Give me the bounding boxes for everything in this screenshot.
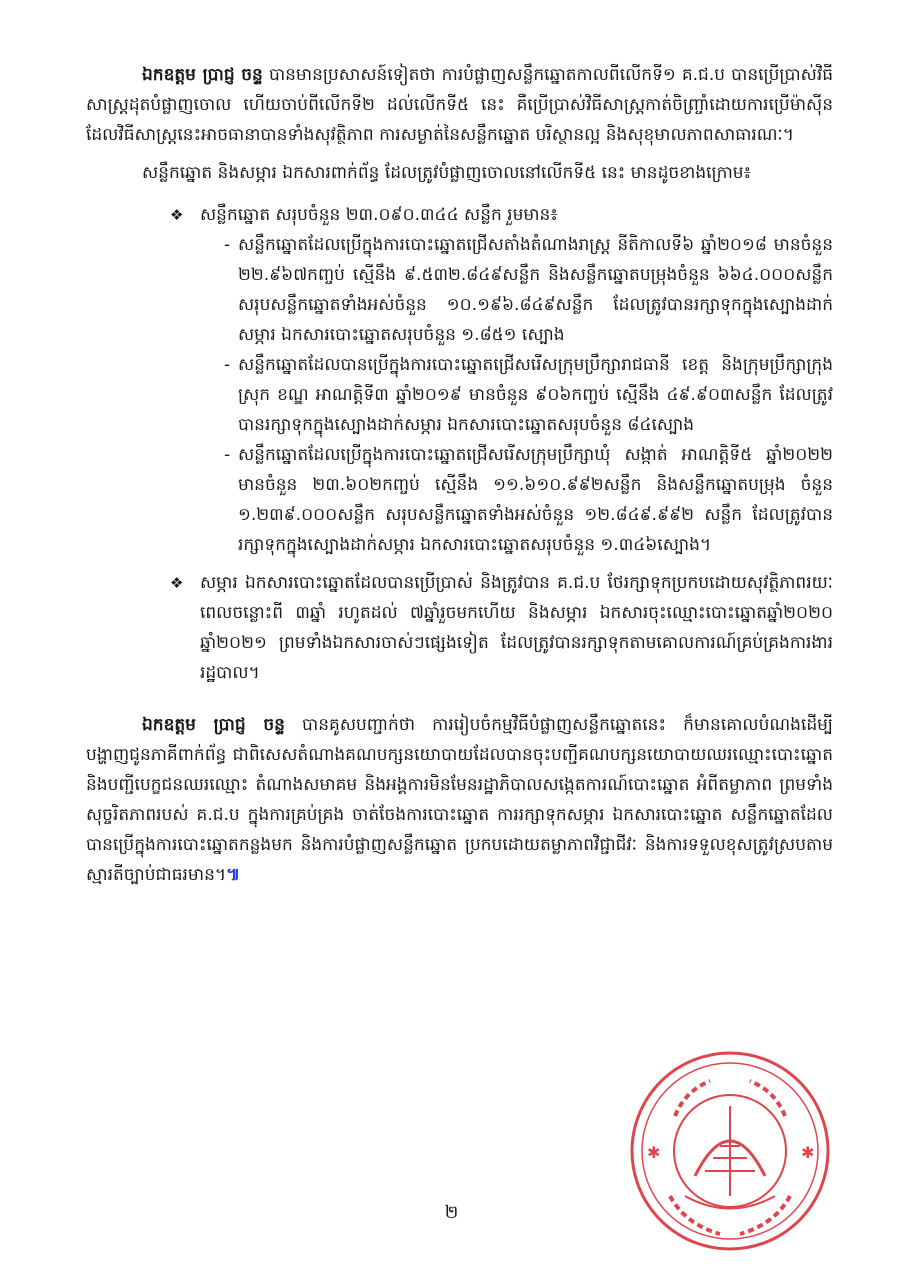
closing-paragraph: [86, 710, 833, 890]
diamond-bullet-icon: ❖: [170, 206, 184, 224]
list-item: [224, 350, 833, 440]
sub-item-text: សន្លឹកឆ្នោតដែលបានប្រើក្នុងការបោះឆ្នោតជ្រើសរើសក្រុមប្រឹក្សារាជធានី ខេត្ត និងក្រុមប្រឹក្សាក្រុង ស្រុក ខណ្ឌ អាណត្តិទី៣ ឆ្នាំ២០១៩ មានចំនួន ៩០៦កញ្ចប់ ស្មើនឹង ៤៩.៩០៣សន្លឹក ដែលត្រូវបានរក្សាទុកក្នុងស្បោងដាក់សម្ភារ ឯកសារបោះឆ្នោតសរុបចំនួន ៨៤ស្បោង: [238, 355, 833, 435]
official-seal-icon: [625, 1046, 835, 1256]
intro-honorific: ឯកឧត្តម ប្រាជ្ញ ចន្ទ: [142, 65, 263, 85]
svg-text:✱: ✱: [801, 1143, 815, 1162]
dash-marker: -: [224, 235, 231, 255]
dash-marker: -: [224, 355, 231, 375]
dash-marker: -: [224, 445, 231, 465]
list-item: [224, 230, 833, 350]
bullet-text: សន្លឹកឆ្នោត សរុបចំនួន ២៣.០៩០.៣៤៤ សន្លឹក រួមមាន៖: [200, 205, 558, 225]
sub-list: [224, 230, 833, 560]
closing-text: បានគូសបញ្ជាក់ថា ការរៀបចំកម្មវិធីបំផ្លាញសន្លឹកឆ្នោតនេះ ក៏មានគោលបំណងដើម្បីបង្ហាញជូនភាគីពាក់ព័ន្ធ ជាពិសេសតំណាងគណបក្សនយោបាយដែលបានចុះបញ្ជីគណបក្សនយោបាយឈរឈ្មោះបោះឆ្នោត និងបញ្ជីបេក្ខជនឈរឈ្មោះ តំណាងសមាគម និងអង្គការមិនមែនរដ្ឋាភិបាលសង្កេតការណ៍បោះឆ្នោត អំពីតម្លាភាព ព្រមទាំងសុច្ចរិតភាពរបស់ គ.ជ.ប ក្នុងការគ្រប់គ្រង ចាត់ចែងការបោះឆ្នោត ការរក្សាទុកសម្ភារ ឯកសារបោះឆ្នោត សន្លឹកឆ្នោតដែលបានប្រើក្នុងការបោះឆ្នោតកន្លងមក និងការបំផ្លាញសន្លឹកឆ្នោត ប្រកបដោយតម្លាភាពវិជ្ជាជីវៈ និងការទទួលខុសត្រូវស្របតាមស្មារតីច្បាប់ជាធរមាន។: [86, 715, 833, 885]
end-mark: ៕: [226, 865, 241, 885]
sub-item-text: សន្លឹកឆ្នោតដែលប្រើក្នុងការបោះឆ្នោតជ្រើសរើសក្រុមប្រឹក្សាឃុំ សង្កាត់ អាណត្តិទី៥ ឆ្នាំ២០២២ មានចំនួន ២៣.៦០២កញ្ចប់ ស្មើនឹង ១១.៦១០.៩៩២សន្លឹក និងសន្លឹកឆ្នោតបម្រុង ចំនួន ១.២៣៩.០០០សន្លឹក សរុបសន្លឹកឆ្នោតទាំងអស់ចំនួន ១២.៨៤៩.៩៩២ សន្លឹក ដែលត្រូវបានរក្សាទុកក្នុងស្បោងដាក់សម្ភារ ឯកសារបោះឆ្នោតសរុបចំនួន ១.៣៤៦ស្បោង។: [238, 445, 833, 555]
sub-item-text: សន្លឹកឆ្នោតដែលប្រើក្នុងការបោះឆ្នោតជ្រើសតាំងតំណាងរាស្ត្រ នីតិកាលទី៦ ឆ្នាំ២០១៨ មានចំនួន ២២.៩៦៧កញ្ចប់ ស្មើនឹង ៩.៥៣២.៨៤៩សន្លឹក និងសន្លឹកឆ្នោតបម្រុងចំនួន ៦៦៤.០០០សន្លឹក សរុបសន្លឹកឆ្នោតទាំងអស់ចំនួន ១០.១៩៦.៨៤៩សន្លឹក ដែលត្រូវបានរក្សាទុកក្នុងស្បោងដាក់សម្ភារ ឯកសារបោះឆ្នោតសរុបចំនួន ១.៨៥១ ស្បោង: [238, 235, 833, 345]
list-item: [224, 440, 833, 560]
diamond-bullet-icon: ❖: [170, 574, 184, 592]
svg-text:✱: ✱: [647, 1143, 661, 1162]
page-number: ២: [444, 1202, 459, 1223]
list-item: [170, 200, 833, 560]
intro-text: បានមានប្រសាសន៍ទៀតថា ការបំផ្លាញសន្លឹកឆ្នោតកាលពីលើកទី១ គ.ជ.ប បានប្រើប្រាស់វិធីសាស្ត្រដុតបំផ្លាញចោល ហើយចាប់ពីលើកទី២ ដល់លើកទី៥ នេះ គឺប្រើប្រាស់វិធីសាស្ត្រកាត់ចិញ្ច្រាំដោយការប្រើម៉ាស៊ីន ដែលវិធីសាស្ត្រនេះអាចធានាបានទាំងសុវត្ថិភាព ការសម្ងាត់នៃសន្លឹកឆ្នោត បរិស្ថានល្អ និងសុខុមាលភាពសាធារណៈ។: [86, 65, 834, 145]
intro-paragraph: [86, 60, 833, 150]
bullet-list: [170, 200, 833, 688]
list-intro-paragraph: សន្លឹកឆ្នោត និងសម្ភារ ឯកសារពាក់ព័ន្ធ ដែលត្រូវបំផ្លាញចោលនៅលើកទី៥ នេះ មានដូចខាងក្រោម៖: [142, 163, 752, 183]
list-item: [170, 568, 833, 688]
bullet-text: សម្ភារ ឯកសារបោះឆ្នោតដែលបានប្រើប្រាស់ និងត្រូវបាន គ.ជ.ប ថែរក្សាទុកប្រកបដោយសុវត្ថិភាពរយៈពេលចន្លោះពី ៣ឆ្នាំ រហូតដល់ ៧ឆ្នាំរួចមកហើយ និងសម្ភារ ឯកសារចុះឈ្មោះបោះឆ្នោតឆ្នាំ២០២០ ឆ្នាំ២០២១ ព្រមទាំងឯកសារចាស់ៗផ្សេងទៀត ដែលត្រូវបានរក្សាទុកតាមគោលការណ៍គ្រប់គ្រងការងាររដ្ឋបាល។: [200, 573, 833, 683]
closing-honorific: ឯកឧត្តម ប្រាជ្ញ ចន្ទ: [142, 715, 285, 735]
